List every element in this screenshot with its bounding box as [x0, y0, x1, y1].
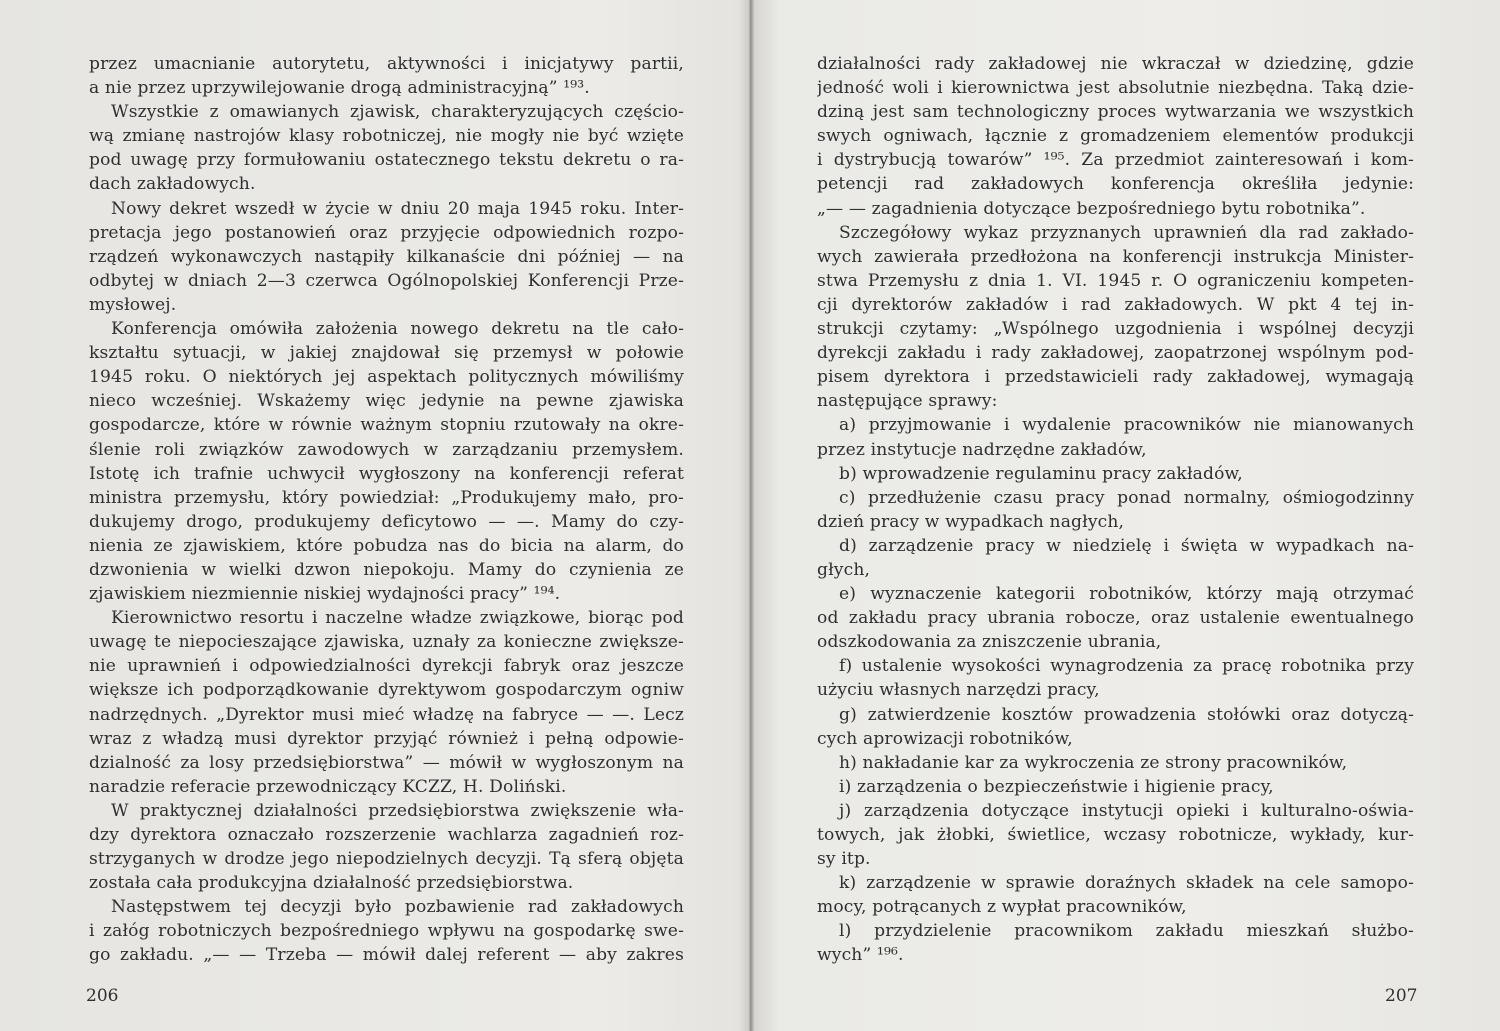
text-line: Następstwem tej decyzji było pozbawienie rad zakładowych — [111, 897, 684, 918]
text-line: uwagę te niepocieszające zjawiska, uznały za konieczne zwiększe- — [89, 632, 684, 653]
text-line: zjawiskiem niezmiennie niskiej wydajności pracy” ¹⁹⁴. — [89, 584, 561, 605]
text-line: dziną jest sam technologiczny proces wytwarzania we wszystkich — [817, 102, 1414, 123]
text-line: użyciu własnych narzędzi pracy, — [817, 680, 1100, 701]
left-page-number: 206 — [86, 986, 119, 1006]
text-line: wych zawierała przedłożona na konferencji instrukcja Minister- — [817, 246, 1414, 267]
text-line: dach zakładowych. — [89, 174, 256, 195]
text-line: przez umacnianie autorytetu, aktywności i inicjatywy partii, — [89, 54, 684, 74]
text-line: następujące sprawy: — [817, 391, 998, 412]
text-line: e) wyznaczenie kategorii robotników, którzy mają otrzymać — [839, 584, 1414, 605]
text-line: nadrzędnych. „Dyrektor musi mieć władzę na fabryce — —. Lecz — [89, 704, 684, 725]
text-line: kształtu sytuacji, w jakiej znajdował się przemysł w połowie — [89, 343, 684, 364]
text-line: towych, jak żłobki, świetlice, wczasy robotnicze, wykłady, kur- — [817, 825, 1414, 845]
text-line: W praktycznej działalności przedsiębiorstwa zwiększenie wła- — [111, 800, 684, 821]
text-line: Kierownictwo resortu i naczelne władze związkowe, biorąc pod — [111, 608, 684, 629]
text-line: dukujemy drogo, produkujemy deficytowo — —. Mamy do czy- — [89, 511, 684, 532]
text-line: d) zarządzenie pracy w niedzielę i święta w wypadkach na- — [839, 535, 1414, 556]
text-line: swych ogniwach, łącznie z gromadzeniem elementów produkcji — [817, 126, 1414, 147]
text-line: cych aprowizacji robotników, — [817, 728, 1073, 749]
text-line: Nowy dekret wszedł w życie w dniu 20 maja 1945 roku. Inter- — [111, 198, 684, 219]
text-line: przez instytucje nadrzędne zakładów, — [817, 439, 1147, 460]
text-line: wych” ¹⁹⁶. — [817, 945, 904, 966]
text-line: sy itp. — [817, 849, 871, 870]
text-line: gospodarcze, które w równie ważnym stopniu rzutowały na okre- — [89, 415, 684, 436]
text-line: b) wprowadzenie regulaminu pracy zakładów, — [839, 463, 1243, 484]
text-line: naradzie referacie przewodniczący KCZZ, H. Doliński. — [89, 776, 567, 797]
right-page-text — [817, 52, 1414, 968]
text-line: i dystrybucją towarów” ¹⁹⁵. Za przedmiot zainteresowań i kom- — [817, 150, 1414, 171]
text-line: pod uwagę przy formułowaniu ostatecznego tekstu dekretu o ra- — [89, 150, 684, 171]
text-line: odszkodowania za zniszczenie ubrania, — [817, 632, 1162, 653]
text-line: mysłowej. — [89, 294, 177, 315]
text-line: strzyganych w drodze jego niepodzielnych decyzji. Tą sferą objęta — [89, 849, 684, 870]
text-line: cji dyrektorów zakładów i rad zakładowych. W pkt 4 tej in- — [817, 294, 1414, 315]
text-line: rządzeń wykonawczych nastąpiły kilkanaście dni później — na — [89, 246, 684, 267]
text-line: h) nakładanie kar za wykroczenia ze strony pracowników, — [839, 752, 1348, 773]
text-line: jedność woli i kierownictwa jest absolutnie niezbędna. Taką dzie- — [817, 78, 1414, 99]
text-line: petencji rad zakładowych konferencja określiła jedynie: — [817, 174, 1414, 195]
text-line: a nie przez uprzywilejowanie drogą administracyjną” ¹⁹³. — [89, 78, 590, 99]
text-line: nieco wcześniej. Wskażemy więc jedynie na pewne zjawiska — [89, 391, 684, 412]
text-line: Istotę ich trafnie uchwycił wygłoszony na konferencji referat — [89, 463, 684, 484]
text-line: od zakładu pracy ubrania robocze, oraz ustalenie ewentualnego — [817, 608, 1414, 629]
text-line: dzialność za losy przedsiębiorstwa” — mówił w wygłoszonym na — [89, 752, 684, 773]
text-line: j) zarządzenia dotyczące instytucji opieki i kulturalno-oświa- — [839, 800, 1414, 821]
text-line: ministra przemysłu, który powiedział: „Produkujemy mało, pro- — [89, 487, 684, 508]
text-line: głych, — [817, 559, 871, 580]
text-line: mocy, potrącanych z wypłat pracowników, — [817, 897, 1187, 918]
text-line: f) ustalenie wysokości wynagrodzenia za pracę robotnika przy — [839, 656, 1414, 677]
text-line: „— — zagadnienia dotyczące bezpośredniego bytu robotnika”. — [817, 198, 1366, 219]
text-line: pretacja jego postanowień oraz przyjęcie odpowiednich rozpo- — [89, 222, 684, 243]
text-line: dzwonienia w wielki dzwon niepokoju. Mamy do czynienia ze — [89, 559, 684, 580]
text-line: strukcji czytamy: „Wspólnego uzgodnienia i wspólnej decyzji — [817, 319, 1414, 340]
text-line: 1945 roku. O niektórych jej aspektach politycznych mówiliśmy — [89, 367, 684, 388]
text-line: większe ich podporządkowanie dyrektywom gospodarczym ogniw — [89, 680, 684, 701]
text-line: odbytej w dniach 2—3 czerwca Ogólnopolskiej Konferencji Prze- — [89, 270, 684, 291]
right-page-number: 207 — [1385, 986, 1418, 1006]
text-line: Konferencja omówiła założenia nowego dekretu na tle cało- — [111, 319, 684, 340]
text-line: go zakładu. „— — Trzeba — mówił dalej referent — aby zakres — [89, 945, 684, 966]
text-line: Szczegółowy wykaz przyznanych uprawnień dla rad zakłado- — [839, 222, 1414, 243]
text-line: stwa Przemysłu z dnia 1. VI. 1945 r. O ograniczeniu kompeten- — [817, 270, 1414, 291]
text-line: pisem dyrektora i przedstawicieli rady zakładowej, wymagają — [817, 367, 1414, 388]
text-line: dyrekcji zakładu i rady zakładowej, zaopatrzonej wspólnym pod- — [817, 343, 1414, 364]
text-line: i) zarządzenia o bezpieczeństwie i higienie pracy, — [839, 776, 1274, 797]
text-line: działalności rady zakładowej nie wkraczał w dziedzinę, gdzie — [817, 54, 1414, 74]
text-line: Wszystkie z omawianych zjawisk, charakteryzujących częścio- — [111, 102, 684, 123]
text-line: dzień pracy w wypadkach nagłych, — [817, 511, 1125, 532]
text-line: a) przyjmowanie i wydalenie pracowników nie mianowanych — [839, 415, 1414, 436]
text-line: k) zarządzenie w sprawie doraźnych składek na cele samopo- — [839, 873, 1414, 894]
left-page-text — [89, 52, 684, 968]
text-line: nie uprawnień i odpowiedzialności dyrekcji fabryk oraz jeszcze — [89, 656, 684, 677]
text-line: l) przydzielenie pracownikom zakładu mieszkań służbo- — [839, 921, 1414, 942]
text-line: g) zatwierdzenie kosztów prowadzenia stołówki oraz dotyczą- — [839, 704, 1414, 725]
text-line: wraz z władzą musi dyrektor przyjąć również i pełną odpowie- — [89, 728, 684, 749]
text-line: i załóg robotniczych bezpośredniego wpływu na gospodarkę swe- — [89, 921, 684, 942]
text-line: ślenie roli związków zawodowych w zarządzaniu przemysłem. — [89, 439, 684, 460]
text-line: nienia ze zjawiskiem, które pobudza nas do bicia na alarm, do — [89, 535, 684, 556]
text-line: została cała produkcyjna działalność przedsiębiorstwa. — [89, 873, 574, 894]
text-line: c) przedłużenie czasu pracy ponad normalny, ośmiogodzinny — [839, 487, 1414, 508]
text-line: dzy dyrektora oznaczało rozszerzenie wachlarza zagadnień roz- — [89, 825, 684, 845]
text-line: wą zmianę nastrojów klasy robotniczej, nie mogły nie być wzięte — [89, 126, 684, 147]
